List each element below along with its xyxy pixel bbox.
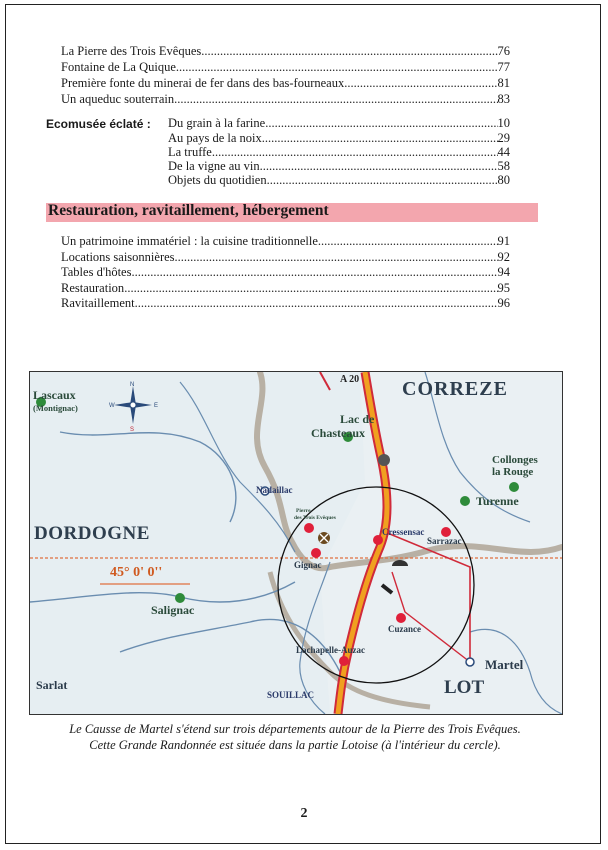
label-chasteaux: Chasteaux — [311, 426, 366, 440]
label-pierre: Pierre — [296, 508, 311, 514]
toc-leader — [201, 44, 497, 59]
toc-item-title: Du grain à la farine — [168, 116, 266, 130]
toc-leader — [260, 159, 498, 174]
toc-item-page: 94 — [497, 265, 510, 279]
toc-item-title: De la vigne au vin — [168, 159, 260, 173]
map-caption-line-1: Le Causse de Martel s'étend sur trois départements autour de la Pierre des Trois Evêques. — [69, 722, 521, 736]
toc-item-title: Fontaine de La Quique — [61, 60, 176, 74]
compass-s: S — [130, 427, 135, 433]
toc-item[interactable] — [61, 92, 510, 107]
compass-w: W — [109, 403, 115, 409]
label-sarlat: Sarlat — [36, 678, 68, 692]
toc-item-page: 92 — [497, 250, 510, 264]
site-dot — [509, 482, 519, 492]
toc-item[interactable] — [61, 296, 510, 311]
toc-item-title: Restauration — [61, 281, 125, 295]
toc-leader — [176, 60, 498, 75]
toc-leader — [131, 265, 497, 280]
toc-item[interactable] — [61, 250, 510, 265]
toc-item-page: 96 — [497, 296, 510, 310]
toc-leader — [267, 173, 498, 188]
label-cuzance: Cuzance — [388, 624, 421, 634]
town-dot — [311, 548, 321, 558]
label-lot: LOT — [444, 677, 485, 698]
ecomusee-label: Ecomusée éclaté : — [46, 117, 151, 131]
toc-item-page: 83 — [497, 92, 510, 106]
label-correze: CORREZE — [402, 378, 508, 400]
label-latitude: 45° 0' 0'' — [110, 565, 163, 580]
toc-item-title: Locations saisonnières — [61, 250, 175, 264]
toc-leader — [124, 281, 497, 296]
interchange-marker — [378, 454, 390, 466]
toc-leader — [174, 92, 497, 107]
toc-leader — [265, 116, 497, 131]
town-dot — [396, 613, 406, 623]
toc-item-page: 29 — [497, 131, 510, 145]
label-collonges: Collonges — [492, 454, 538, 466]
compass-n: N — [130, 382, 135, 388]
label-souillac: SOUILLAC — [267, 690, 315, 700]
toc-item[interactable] — [61, 76, 510, 91]
toc-item[interactable] — [168, 131, 510, 146]
toc-item-title: Un aqueduc souterrain — [61, 92, 175, 106]
toc-item-page: 77 — [497, 60, 510, 74]
label-lascaux: Lascaux — [33, 388, 76, 402]
town-dot — [339, 656, 349, 666]
toc-item-page: 91 — [497, 234, 510, 248]
toc-item-page: 76 — [497, 44, 510, 58]
toc-item[interactable] — [168, 173, 510, 188]
toc-item[interactable] — [61, 234, 510, 249]
section-title: Restauration, ravitaillement, hébergement — [48, 202, 329, 219]
toc-leader — [318, 234, 498, 249]
toc-item-title: Ravitaillement — [61, 296, 135, 310]
label-turenne: Turenne — [476, 494, 519, 508]
region-map — [29, 371, 563, 715]
toc-item-page: 80 — [497, 173, 510, 187]
town-dot — [304, 523, 314, 533]
label-dordogne: DORDOGNE — [34, 523, 150, 544]
site-dot — [175, 593, 185, 603]
toc-item[interactable] — [168, 116, 510, 131]
label-sarrazac: Sarrazac — [427, 536, 462, 546]
label-lachapelle-auzac: Lachapelle-Auzac — [296, 645, 365, 655]
toc-item-page: 81 — [497, 76, 510, 90]
compass-e: E — [154, 403, 159, 409]
label-cressensac: Cressensac — [382, 527, 425, 537]
toc-item-title: La truffe — [168, 145, 212, 159]
toc-leader — [344, 76, 497, 91]
label-a20: A 20 — [340, 374, 360, 385]
label-la-rouge: la Rouge — [492, 466, 534, 478]
page-number: 2 — [300, 806, 308, 821]
label-lac: Lac de — [340, 412, 375, 426]
toc-item[interactable] — [61, 265, 510, 280]
toc-leader — [212, 145, 498, 160]
toc-leader — [175, 250, 498, 265]
site-dot — [460, 496, 470, 506]
toc-leader — [135, 296, 498, 311]
toc-item-page: 58 — [497, 159, 510, 173]
label-salignac: Salignac — [151, 603, 195, 617]
toc-item-title: Au pays de la noix — [168, 131, 262, 145]
toc-item[interactable] — [61, 281, 510, 296]
toc-item-title: Première fonte du minerai de fer dans des bas-fourneaux — [61, 76, 345, 90]
toc-item[interactable] — [61, 44, 510, 59]
toc-item[interactable] — [168, 159, 510, 174]
toc-item[interactable] — [61, 60, 510, 75]
label-montignac: (Montignac) — [33, 403, 78, 413]
map-caption-line-2: Cette Grande Randonnée est située dans la partie Lotoise (à l'intérieur du cercle). — [89, 738, 501, 752]
label-trois-eveques: des Trois Evêques — [294, 515, 336, 521]
toc-item-title: Un patrimoine immatériel : la cuisine traditionnelle — [61, 234, 318, 248]
toc-item-title: Objets du quotidien — [168, 173, 267, 187]
toc-item[interactable] — [168, 145, 510, 160]
toc-item-title: La Pierre des Trois Evêques — [61, 44, 202, 58]
toc-item-title: Tables d'hôtes — [61, 265, 132, 279]
village-dot — [466, 658, 474, 666]
toc-leader — [262, 131, 498, 146]
label-nadaillac: Nadaillac — [256, 485, 293, 495]
label-martel: Martel — [485, 657, 524, 672]
toc-item-page: 95 — [497, 281, 510, 295]
toc-item-page: 10 — [497, 116, 510, 130]
label-gignac: Gignac — [294, 560, 322, 570]
toc-item-page: 44 — [497, 145, 510, 159]
